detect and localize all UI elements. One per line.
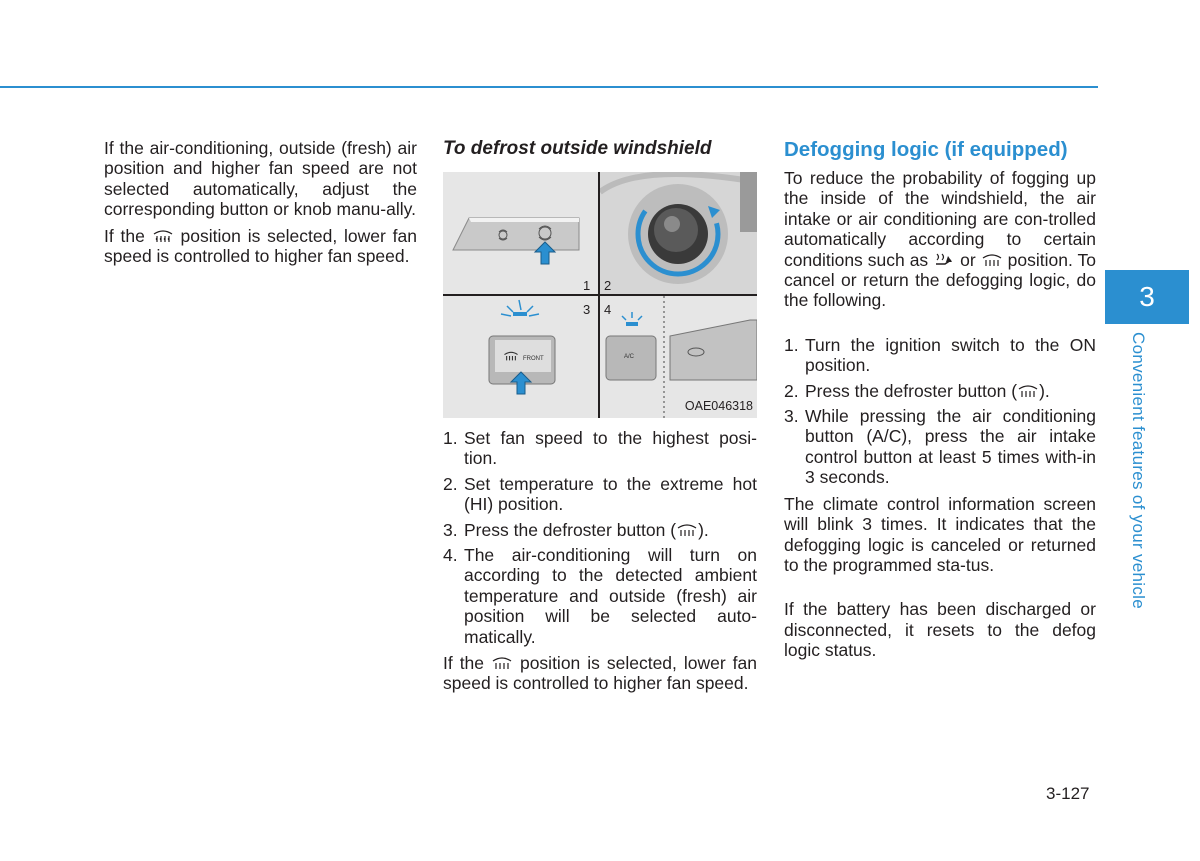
paragraph-battery: If the battery has been discharged or disconnected, it resets to the defog logic status. bbox=[784, 599, 1096, 661]
column-1 bbox=[104, 138, 417, 272]
figure-caption: OAE046318 bbox=[684, 398, 753, 413]
paragraph-defogging-intro: To reduce the probability of fogging up the inside of the windshield, the air intake or air conditioning are con-trolled automatically according to certain conditions such as or position. To cancel or return the defogging logic, do the following. bbox=[784, 168, 1096, 311]
paragraph-fresh-air: If the air-conditioning, outside (fresh) air position and higher fan speed are not selected automatically, adjust the corresponding button or knob manu-ally. bbox=[104, 138, 417, 220]
panel-front-defrost bbox=[443, 296, 598, 418]
chapter-tab[interactable]: 3 bbox=[1105, 270, 1189, 324]
column-2 bbox=[443, 138, 757, 700]
list-item: 3. Press the defroster button ( ). bbox=[443, 519, 709, 540]
panel-label-2: 2 bbox=[604, 278, 612, 293]
defogging-steps-list bbox=[784, 335, 1096, 488]
column-3 bbox=[784, 138, 1096, 667]
panel-temperature-knob bbox=[600, 172, 757, 294]
svg-text:A/C: A/C bbox=[624, 354, 635, 360]
list-item: 2. Set temperature to the extreme hot (HI) position. bbox=[443, 473, 757, 515]
list-item: 2. Press the defroster button ( ). bbox=[784, 380, 1050, 401]
defrost-icon bbox=[1017, 383, 1039, 399]
defrost-icon bbox=[981, 252, 1003, 268]
list-item: 1. Set fan speed to the highest posi-tion. bbox=[443, 428, 757, 469]
panel-label-3: 3 bbox=[583, 302, 591, 317]
floor-defrost-icon bbox=[933, 252, 955, 268]
paragraph-defrost-fan: If the position is selected, lower fan speed is controlled to higher fan speed. bbox=[104, 225, 417, 267]
svg-text:FRONT: FRONT bbox=[523, 356, 544, 362]
defrost-icon bbox=[152, 228, 174, 244]
panel-label-4: 4 bbox=[604, 302, 612, 317]
section-heading-defogging: Defogging logic (if equipped) bbox=[784, 138, 1068, 161]
panel-fan-buttons bbox=[443, 172, 598, 294]
panel-label-1: 1 bbox=[583, 278, 591, 293]
figure-divider-horizontal bbox=[443, 294, 757, 296]
temperature-knob bbox=[648, 204, 708, 264]
list-item: 4. The air-conditioning will turn on according to the detected ambient temperature and outside (fresh) air position will be selected auto-matically. bbox=[443, 545, 757, 647]
defrost-icon bbox=[676, 522, 698, 538]
list-item: 3. While pressing the air conditioning button (A/C), press the air intake control button at least 5 times with-in 3 seconds. bbox=[784, 406, 1096, 488]
page-number: 3-127 bbox=[1046, 784, 1090, 803]
defrost-steps-list bbox=[443, 428, 757, 647]
list-item: 1. Turn the ignition switch to the ON position. bbox=[784, 334, 1096, 376]
climate-control-figure bbox=[443, 172, 757, 418]
paragraph-blink: The climate control information screen will blink 3 times. It indicates that the defogging logic is canceled or returned to the programmed sta-tus. bbox=[784, 493, 1096, 575]
defrost-icon bbox=[491, 655, 513, 671]
section-heading-defrost: To defrost outside windshield bbox=[443, 138, 712, 159]
paragraph-defrost-note: If the position is selected, lower fan speed is controlled to higher fan speed. bbox=[443, 653, 757, 694]
chapter-title: Convenient features of your vehicle bbox=[1129, 332, 1148, 609]
top-rule bbox=[0, 86, 1098, 88]
front-defrost-button bbox=[489, 300, 555, 384]
